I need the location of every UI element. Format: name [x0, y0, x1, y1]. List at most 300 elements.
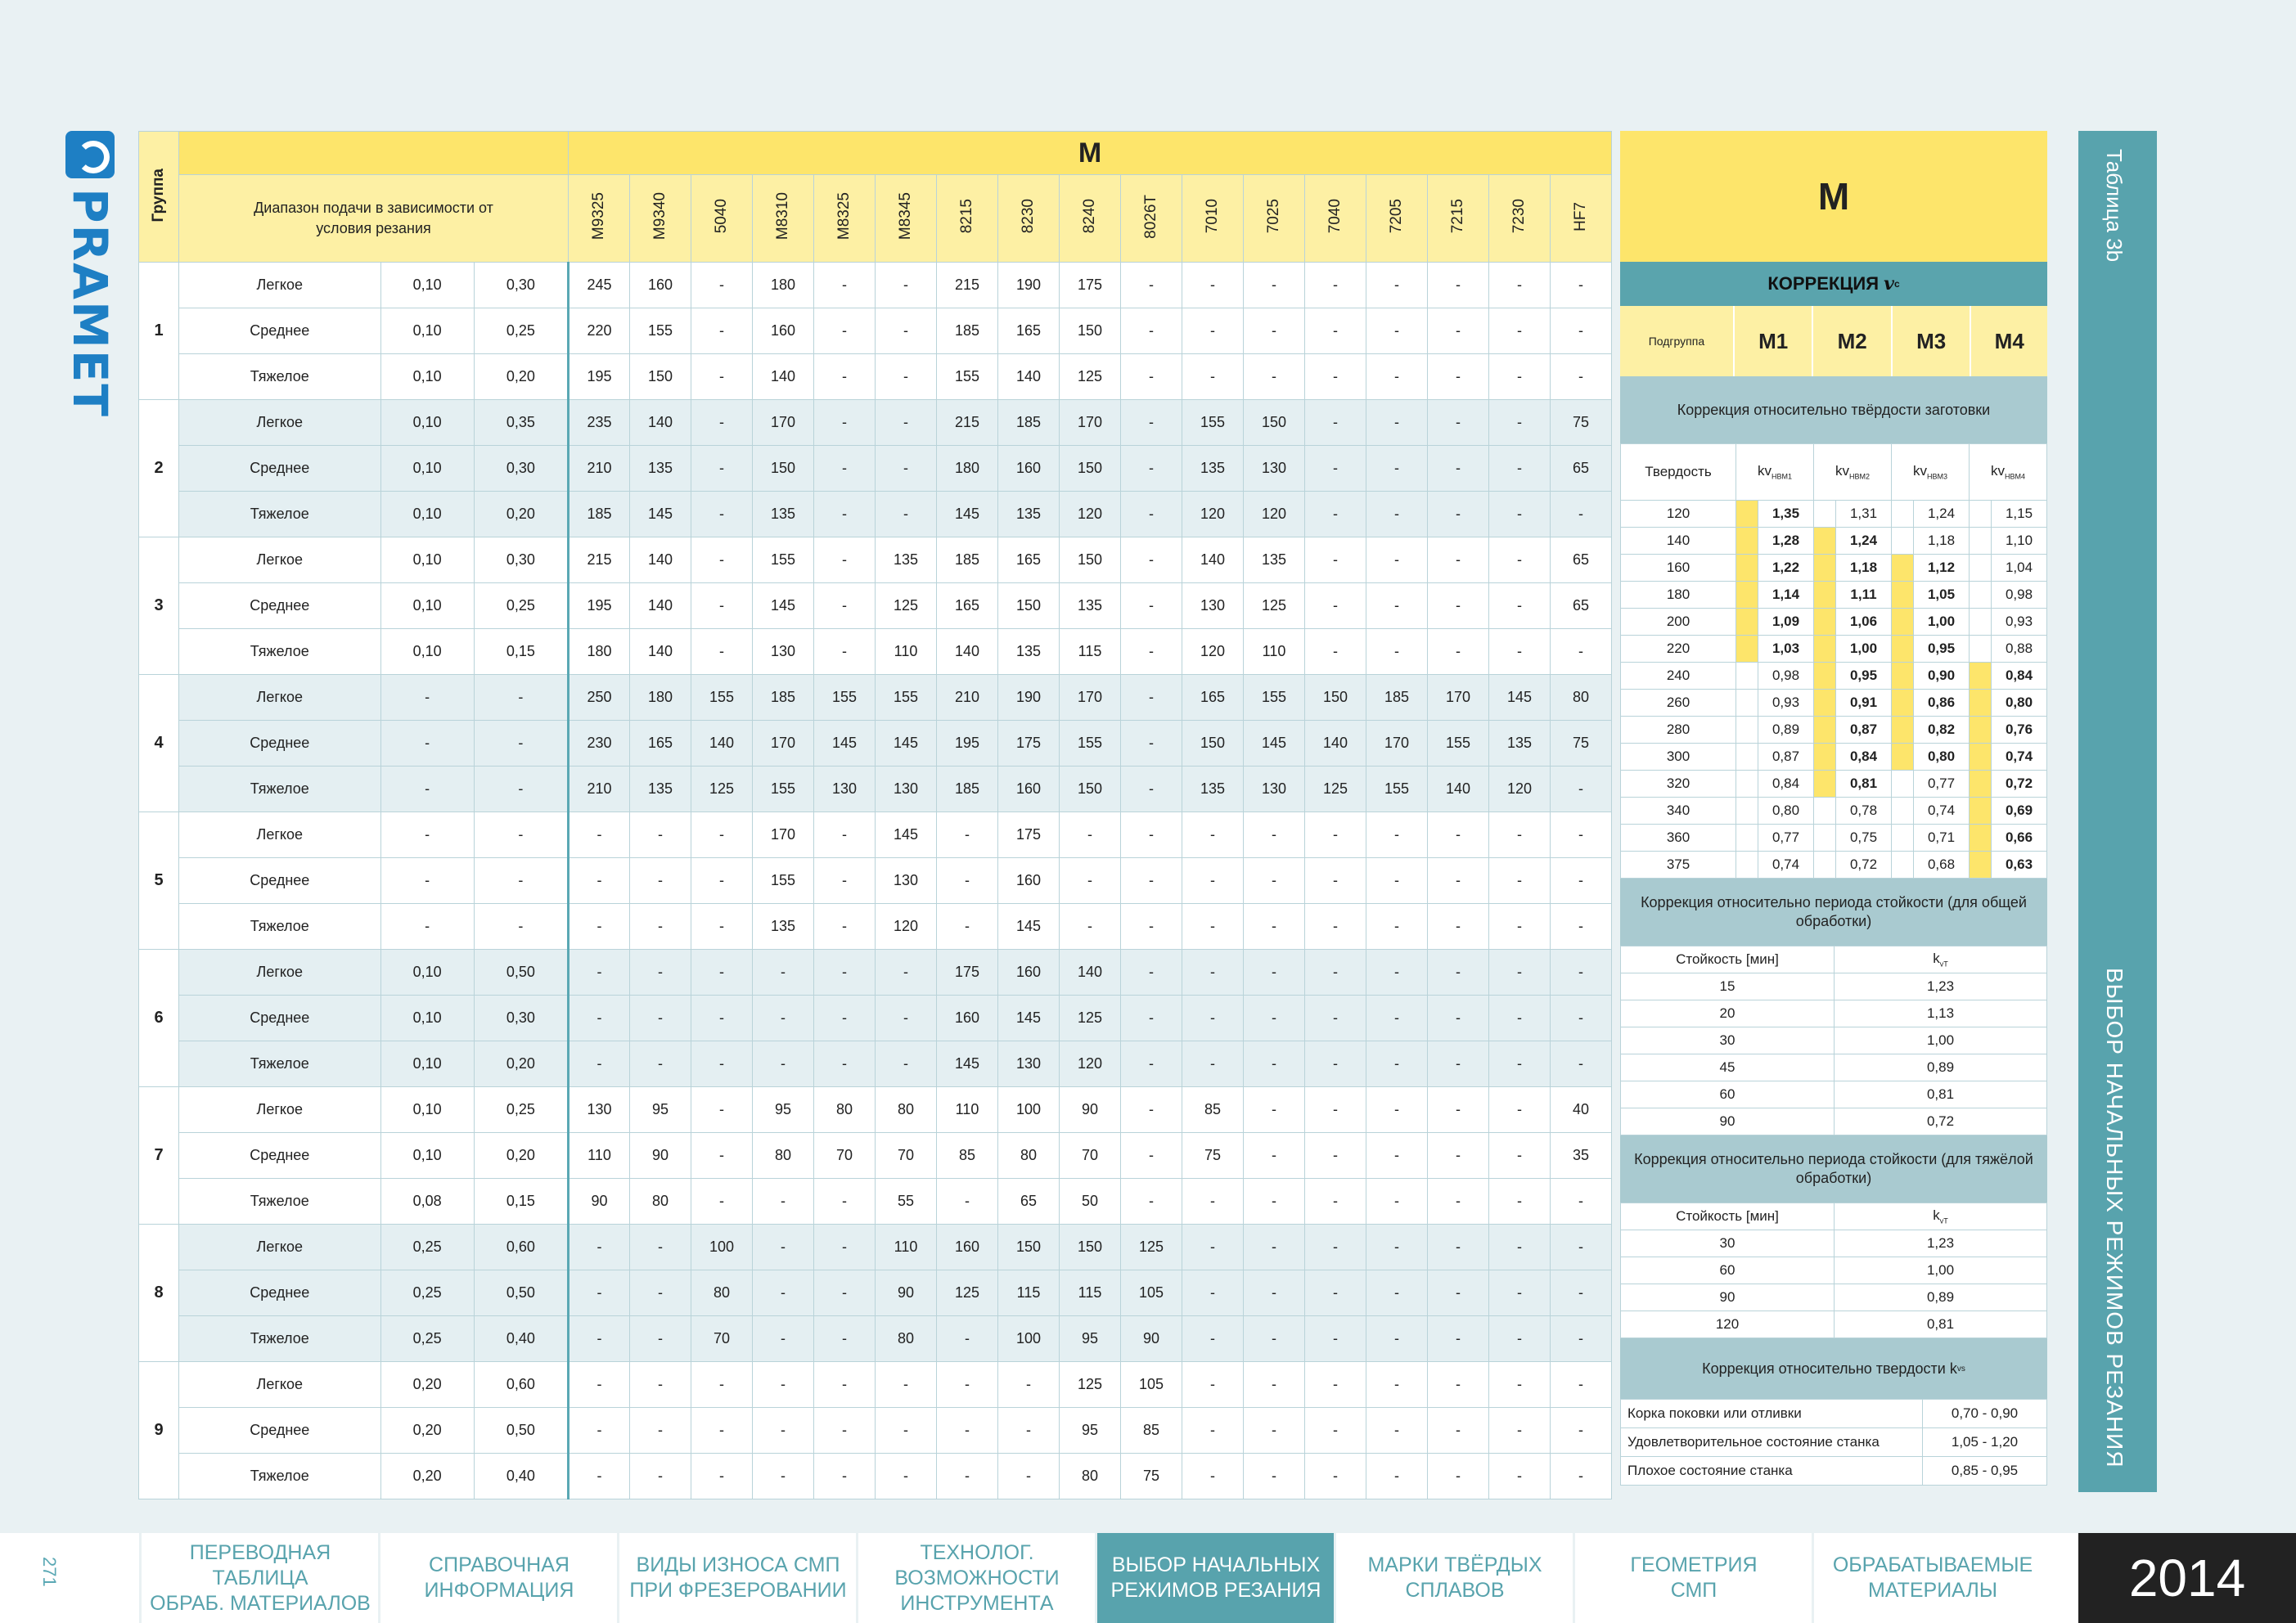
speed-cell: -: [1182, 950, 1244, 996]
speed-cell: -: [814, 996, 876, 1041]
highlight-marker: [1736, 744, 1758, 771]
speed-cell: 135: [1489, 721, 1551, 767]
footer-tab[interactable]: ГЕОМЕТРИЯ СМП: [1573, 1533, 1812, 1623]
speed-cell: -: [569, 996, 630, 1041]
speed-cell: -: [1428, 400, 1489, 446]
feed-min-cell: -: [380, 721, 474, 767]
hardness-value: 120: [1621, 501, 1736, 528]
speed-cell: 190: [998, 675, 1060, 721]
speed-cell: -: [630, 858, 691, 904]
life-general-row-value: 0,72: [1835, 1108, 2047, 1135]
speed-cell: -: [691, 354, 753, 400]
life-heavy-row-label: 30: [1621, 1230, 1835, 1257]
highlight-marker: [1814, 798, 1836, 825]
speed-cell: -: [1428, 583, 1489, 629]
condition-cell: Легкое: [179, 263, 381, 308]
speed-cell: 95: [1060, 1408, 1121, 1454]
speed-cell: 75: [1182, 1133, 1244, 1179]
speed-cell: -: [1489, 400, 1551, 446]
kv-value: 1,11: [1836, 582, 1892, 609]
life-general-row-value: 1,23: [1835, 973, 2047, 1000]
table-row: [139, 263, 1612, 308]
table-row: [139, 1316, 1612, 1362]
speed-cell: -: [753, 996, 814, 1041]
speed-cell: 215: [569, 537, 630, 583]
speed-cell: -: [630, 1270, 691, 1316]
speed-cell: -: [1489, 1316, 1551, 1362]
speed-cell: -: [691, 1087, 753, 1133]
pramet-logo: [62, 131, 118, 418]
speed-cell: -: [1121, 1087, 1182, 1133]
surface-label: Удовлетворительное состояние станка: [1621, 1428, 1923, 1457]
feed-min-cell: 0,10: [380, 400, 474, 446]
life-heavy-row-label: 90: [1621, 1284, 1835, 1311]
speed-cell: 150: [1305, 675, 1366, 721]
speed-cell: 155: [753, 537, 814, 583]
speed-cell: 140: [1182, 537, 1244, 583]
highlight-marker: [1814, 825, 1836, 852]
highlight-marker: [1814, 501, 1836, 528]
feed-max-cell: 0,50: [474, 950, 568, 996]
speed-cell: 125: [1305, 767, 1366, 812]
speed-cell: -: [569, 1270, 630, 1316]
speed-cell: 40: [1551, 1087, 1612, 1133]
feed-min-cell: 0,10: [380, 1087, 474, 1133]
speed-cell: -: [1489, 1408, 1551, 1454]
speed-cell: -: [1428, 904, 1489, 950]
speed-cell: 145: [998, 904, 1060, 950]
hardness-row: [1621, 501, 2047, 528]
hardness-row: [1621, 528, 2047, 555]
highlight-marker: [1892, 825, 1914, 852]
speed-cell: -: [1305, 446, 1366, 492]
subgroup-row: [1620, 306, 2047, 376]
speed-cell: -: [814, 858, 876, 904]
speed-cell: -: [1182, 904, 1244, 950]
speed-cell: -: [998, 1454, 1060, 1499]
feed-min-cell: 0,20: [380, 1408, 474, 1454]
speed-cell: 155: [630, 308, 691, 354]
speed-cell: -: [630, 1316, 691, 1362]
speed-cell: -: [753, 1408, 814, 1454]
footer-tab[interactable]: МАРКИ ТВЁРДЫХ СПЛАВОВ: [1334, 1533, 1573, 1623]
speed-cell: -: [876, 1362, 937, 1408]
speed-cell: 70: [691, 1316, 753, 1362]
speed-cell: 155: [937, 354, 998, 400]
speed-cell: -: [1121, 492, 1182, 537]
speed-cell: -: [1182, 1225, 1244, 1270]
highlight-marker: [1736, 771, 1758, 798]
highlight-marker: [1970, 609, 1992, 636]
grade-header: M9325: [569, 175, 630, 263]
speed-cell: 140: [1305, 721, 1366, 767]
speed-cell: -: [1305, 583, 1366, 629]
speed-cell: -: [1182, 308, 1244, 354]
speed-cell: -: [1428, 308, 1489, 354]
speed-cell: 160: [998, 767, 1060, 812]
speed-cell: 245: [569, 263, 630, 308]
speed-cell: -: [1244, 1408, 1305, 1454]
table-row: [139, 308, 1612, 354]
condition-cell: Тяжелое: [179, 904, 381, 950]
life-general-row-label: 60: [1621, 1081, 1835, 1108]
speed-cell: -: [1305, 354, 1366, 400]
speed-cell: 95: [753, 1087, 814, 1133]
highlight-marker: [1970, 582, 1992, 609]
hardness-value: 220: [1621, 636, 1736, 663]
speed-cell: 115: [1060, 629, 1121, 675]
table-row: [139, 446, 1612, 492]
speed-cell: -: [1551, 996, 1612, 1041]
hardness-table: [1620, 443, 2047, 879]
speed-cell: -: [569, 1362, 630, 1408]
speed-cell: -: [1428, 537, 1489, 583]
speed-cell: 110: [1244, 629, 1305, 675]
speed-cell: -: [1244, 1133, 1305, 1179]
speed-cell: 170: [753, 721, 814, 767]
highlight-marker: [1814, 582, 1836, 609]
speed-cell: 150: [998, 1225, 1060, 1270]
highlight-marker: [1892, 555, 1914, 582]
highlight-marker: [1892, 798, 1914, 825]
speed-cell: -: [1489, 1454, 1551, 1499]
highlight-marker: [1736, 825, 1758, 852]
speed-cell: -: [1366, 1362, 1428, 1408]
life-general-row-label: 90: [1621, 1108, 1835, 1135]
speed-cell: 135: [630, 446, 691, 492]
table-row: [139, 1133, 1612, 1179]
kv-value: 0,78: [1836, 798, 1892, 825]
speed-cell: 135: [876, 537, 937, 583]
speed-cell: 120: [1489, 767, 1551, 812]
speed-cell: -: [1366, 812, 1428, 858]
speed-cell: 135: [998, 492, 1060, 537]
speed-cell: -: [1305, 1041, 1366, 1087]
speed-cell: -: [1305, 1454, 1366, 1499]
speed-cell: 150: [1060, 1225, 1121, 1270]
subgroup-m2: M2: [1813, 306, 1893, 376]
feed-min-cell: 0,20: [380, 1454, 474, 1499]
highlight-marker: [1736, 636, 1758, 663]
speed-cell: 140: [753, 354, 814, 400]
condition-cell: Тяжелое: [179, 1179, 381, 1225]
speed-cell: 80: [691, 1270, 753, 1316]
surface-row: [1621, 1457, 2047, 1486]
speed-cell: -: [1551, 629, 1612, 675]
speed-cell: 170: [1366, 721, 1428, 767]
condition-cell: Среднее: [179, 996, 381, 1041]
speed-cell: -: [937, 1179, 998, 1225]
speed-cell: -: [1182, 263, 1244, 308]
life-heavy-row-value: 0,81: [1835, 1311, 2047, 1338]
speed-cell: -: [1244, 1454, 1305, 1499]
speed-cell: -: [1366, 400, 1428, 446]
speed-cell: 100: [691, 1225, 753, 1270]
speed-cell: -: [630, 950, 691, 996]
speed-cell: -: [1366, 858, 1428, 904]
feed-min-cell: -: [380, 904, 474, 950]
speed-cell: 175: [1060, 263, 1121, 308]
speed-cell: 175: [998, 721, 1060, 767]
speed-cell: 135: [630, 767, 691, 812]
speed-cell: -: [691, 537, 753, 583]
speed-cell: 130: [876, 767, 937, 812]
speed-cell: -: [937, 904, 998, 950]
highlight-marker: [1892, 582, 1914, 609]
speed-cell: 185: [998, 400, 1060, 446]
life-general-row-value: 1,00: [1835, 1027, 2047, 1054]
highlight-marker: [1892, 852, 1914, 879]
surface-label: Корка поковки или отливки: [1621, 1400, 1923, 1428]
speed-cell: -: [814, 492, 876, 537]
speed-cell: 165: [998, 537, 1060, 583]
kv-value: 0,93: [1992, 609, 2047, 636]
side-section-label: ВЫБОР НАЧАЛЬНЫХ РЕЖИМОВ РЕЗАНИЯ: [2102, 967, 2127, 1468]
speed-cell: -: [569, 812, 630, 858]
table-row: [139, 904, 1612, 950]
speed-cell: -: [1244, 904, 1305, 950]
condition-cell: Легкое: [179, 400, 381, 446]
condition-cell: Среднее: [179, 1270, 381, 1316]
hardness-value: 300: [1621, 744, 1736, 771]
speed-cell: 110: [569, 1133, 630, 1179]
speed-cell: 155: [1366, 767, 1428, 812]
speed-cell: 160: [937, 996, 998, 1041]
condition-cell: Среднее: [179, 858, 381, 904]
speed-cell: -: [1489, 812, 1551, 858]
speed-cell: 165: [998, 308, 1060, 354]
speed-cell: 150: [1060, 308, 1121, 354]
kv-value: 0,77: [1914, 771, 1970, 798]
highlight-marker: [1892, 771, 1914, 798]
kv-value: 0,93: [1758, 690, 1814, 717]
life-general-row: [1621, 1108, 2047, 1135]
kv-value: 1,35: [1758, 501, 1814, 528]
speed-cell: -: [876, 1454, 937, 1499]
footer-tab[interactable]: ОБРАБАТЫВАЕМЫЕ МАТЕРИАЛЫ: [1812, 1533, 2051, 1623]
highlight-marker: [1814, 744, 1836, 771]
speed-cell: -: [753, 1270, 814, 1316]
speed-cell: -: [1428, 1225, 1489, 1270]
kv-value: 1,09: [1758, 609, 1814, 636]
highlight-marker: [1892, 528, 1914, 555]
speed-cell: -: [998, 1408, 1060, 1454]
speed-cell: -: [1489, 1179, 1551, 1225]
speed-cell: 155: [1182, 400, 1244, 446]
speed-cell: 80: [630, 1179, 691, 1225]
speed-cell: 90: [876, 1270, 937, 1316]
footer-tab[interactable]: ВЫБОР НАЧАЛЬНЫХ РЕЖИМОВ РЕЗАНИЯ: [1095, 1533, 1335, 1623]
kv-value: 0,71: [1914, 825, 1970, 852]
life-heavy-row-label: 60: [1621, 1257, 1835, 1284]
speed-cell: 150: [1182, 721, 1244, 767]
speed-cell: 120: [1182, 492, 1244, 537]
speed-cell: 130: [814, 767, 876, 812]
feed-min-cell: 0,10: [380, 492, 474, 537]
speed-cell: -: [1489, 354, 1551, 400]
speed-cell: 115: [1060, 1270, 1121, 1316]
speed-cell: 145: [998, 996, 1060, 1041]
speed-cell: 165: [1182, 675, 1244, 721]
feed-max-cell: -: [474, 812, 568, 858]
speed-cell: -: [1428, 1087, 1489, 1133]
speed-cell: 170: [753, 812, 814, 858]
kv-value: 1,28: [1758, 528, 1814, 555]
speed-cell: -: [569, 1225, 630, 1270]
speed-cell: 145: [937, 492, 998, 537]
group-number: 3: [139, 537, 179, 675]
highlight-marker: [1814, 717, 1836, 744]
correction-panel: [1620, 131, 2047, 1486]
group-number: 7: [139, 1087, 179, 1225]
condition-cell: Тяжелое: [179, 629, 381, 675]
speed-cell: -: [814, 400, 876, 446]
footer-tab[interactable]: ПЕРЕВОДНАЯ ТАБЛИЦА ОБРАБ. МАТЕРИАЛОВ: [139, 1533, 379, 1623]
speed-cell: -: [814, 629, 876, 675]
grade-header: 7025: [1244, 175, 1305, 263]
table-row: [139, 721, 1612, 767]
subgroup-label: Подгруппа: [1620, 306, 1735, 376]
life-heavy-section-title: Коррекция относительно периода стойкости (для тяжёлой обработки): [1620, 1135, 2047, 1203]
speed-cell: -: [691, 308, 753, 354]
speed-cell: -: [1121, 537, 1182, 583]
condition-cell: Легкое: [179, 812, 381, 858]
speed-cell: -: [1182, 1270, 1244, 1316]
hardness-row: [1621, 717, 2047, 744]
speed-cell: -: [814, 1179, 876, 1225]
speed-cell: -: [876, 446, 937, 492]
kv-value: 0,82: [1914, 717, 1970, 744]
speed-cell: 175: [937, 950, 998, 996]
speed-cell: -: [1428, 1316, 1489, 1362]
speed-cell: -: [691, 583, 753, 629]
footer-tab[interactable]: ТЕХНОЛОГ. ВОЗМОЖНОСТИ ИНСТРУМЕНТА: [856, 1533, 1096, 1623]
hardness-value: 375: [1621, 852, 1736, 879]
kv-value: 0,98: [1992, 582, 2047, 609]
kv-value: 0,66: [1992, 825, 2047, 852]
footer-tab[interactable]: ВИДЫ ИЗНОСА СМП ПРИ ФРЕЗЕРОВАНИИ: [617, 1533, 857, 1623]
grade-header: HF7: [1551, 175, 1612, 263]
speed-cell: -: [1305, 400, 1366, 446]
feed-min-cell: -: [380, 858, 474, 904]
feed-max-cell: 0,15: [474, 1179, 568, 1225]
speed-cell: -: [1366, 904, 1428, 950]
feed-min-cell: -: [380, 675, 474, 721]
highlight-marker: [1970, 825, 1992, 852]
speed-cell: 85: [937, 1133, 998, 1179]
speed-cell: -: [1121, 858, 1182, 904]
kv-value: 0,80: [1992, 690, 2047, 717]
life-general-row-label: 45: [1621, 1054, 1835, 1081]
speed-cell: -: [630, 904, 691, 950]
highlight-marker: [1892, 636, 1914, 663]
speed-cell: -: [691, 904, 753, 950]
speed-cell: 180: [569, 629, 630, 675]
speed-cell: 65: [998, 1179, 1060, 1225]
condition-cell: Тяжелое: [179, 1041, 381, 1087]
kv-value: 0,68: [1914, 852, 1970, 879]
highlight-marker: [1892, 690, 1914, 717]
speed-cell: -: [1428, 629, 1489, 675]
year-badge: 2014: [2078, 1533, 2296, 1623]
speed-cell: 110: [937, 1087, 998, 1133]
speed-cell: 95: [630, 1087, 691, 1133]
speed-cell: 180: [630, 675, 691, 721]
feed-min-cell: 0,10: [380, 308, 474, 354]
speed-cell: -: [1366, 1133, 1428, 1179]
speed-cell: 155: [691, 675, 753, 721]
highlight-marker: [1970, 717, 1992, 744]
speed-cell: -: [1551, 492, 1612, 537]
surface-row: [1621, 1428, 2047, 1457]
kv-value: 0,86: [1914, 690, 1970, 717]
speed-cell: -: [1305, 629, 1366, 675]
speed-cell: -: [1121, 950, 1182, 996]
group-number: 5: [139, 812, 179, 950]
kv-value: 0,98: [1758, 663, 1814, 690]
highlight-marker: [1814, 852, 1836, 879]
feed-min-cell: 0,10: [380, 354, 474, 400]
speed-cell: -: [1366, 950, 1428, 996]
grade-header: 7205: [1366, 175, 1428, 263]
group-number: 1: [139, 263, 179, 400]
speed-cell: 130: [876, 858, 937, 904]
speed-cell: -: [814, 812, 876, 858]
hardness-value: 240: [1621, 663, 1736, 690]
speed-cell: 155: [814, 675, 876, 721]
speed-cell: 145: [753, 583, 814, 629]
speed-cell: -: [1551, 308, 1612, 354]
speed-cell: -: [691, 1408, 753, 1454]
condition-cell: Среднее: [179, 721, 381, 767]
highlight-marker: [1736, 528, 1758, 555]
speed-cell: -: [1551, 904, 1612, 950]
speed-cell: 215: [937, 263, 998, 308]
speed-cell: 70: [876, 1133, 937, 1179]
grade-header: M8310: [753, 175, 814, 263]
speed-cell: -: [630, 1225, 691, 1270]
surface-value: 1,05 - 1,20: [1923, 1428, 2047, 1457]
kv-value: 0,75: [1836, 825, 1892, 852]
speed-cell: 55: [876, 1179, 937, 1225]
speed-cell: 100: [998, 1316, 1060, 1362]
speed-cell: 195: [937, 721, 998, 767]
speed-cell: 135: [1182, 446, 1244, 492]
kv-head-2: $kv_{HBM2}$: [1814, 444, 1892, 501]
speed-cell: 90: [1121, 1316, 1182, 1362]
highlight-marker: [1736, 663, 1758, 690]
speed-cell: 80: [876, 1087, 937, 1133]
speed-cell: 230: [569, 721, 630, 767]
speed-cell: -: [753, 1179, 814, 1225]
footer-tab[interactable]: СПРАВОЧНАЯ ИНФОРМАЦИЯ: [378, 1533, 618, 1623]
life-heavy-table: [1620, 1203, 2047, 1338]
speed-cell: -: [937, 1316, 998, 1362]
feed-max-cell: 0,30: [474, 263, 568, 308]
highlight-marker: [1892, 717, 1914, 744]
condition-cell: Легкое: [179, 537, 381, 583]
speed-cell: -: [876, 263, 937, 308]
hardness-value: 180: [1621, 582, 1736, 609]
speed-cell: -: [1428, 446, 1489, 492]
speed-cell: 65: [1551, 446, 1612, 492]
speed-cell: -: [691, 996, 753, 1041]
hardness-value: 340: [1621, 798, 1736, 825]
feed-max-cell: 0,40: [474, 1316, 568, 1362]
speed-cell: 130: [1244, 767, 1305, 812]
speed-cell: -: [1366, 1225, 1428, 1270]
hardness-row: [1621, 744, 2047, 771]
